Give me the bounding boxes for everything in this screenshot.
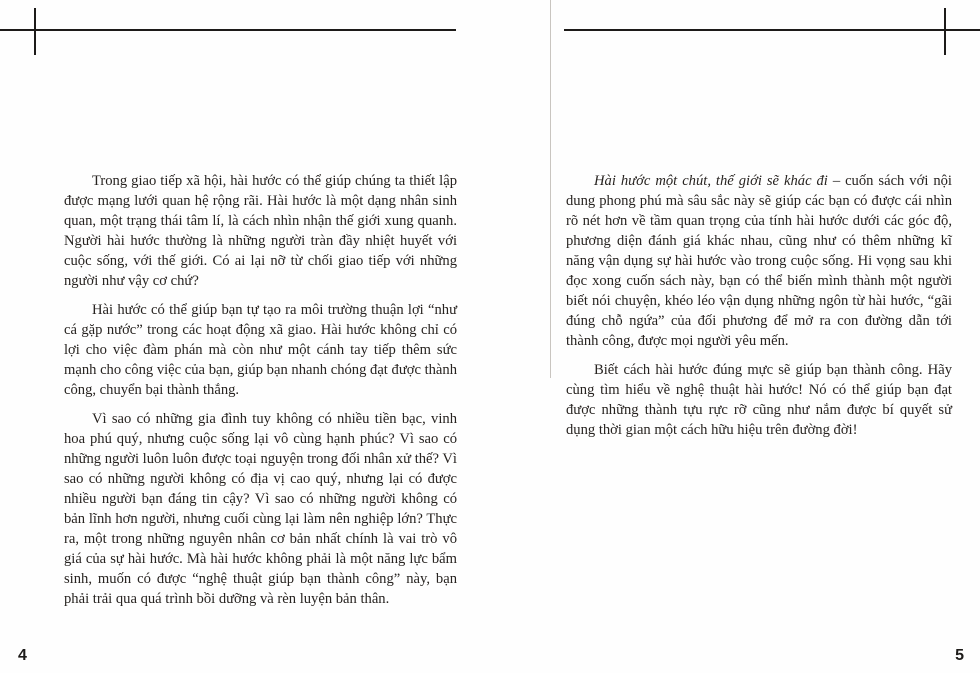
page-number-left: 4 [18,647,27,664]
paragraph [64,409,457,609]
paragraph [64,300,457,400]
top-rule-left [0,29,456,31]
text-segment: Biết cách hài hước đúng mực sẽ giúp bạn thành công. Hãy cùng tìm hiểu về nghệ thuật hài hước! Nó có thể giúp bạn đạt được những thành tựu rực rỡ cũng như nắm được bí quyết sử dụng thời gian một cách hữu hiệu trên đường đời! [566,362,952,438]
page-right-text [566,171,952,449]
book-title-phrase: Hài hước một chút, thế giới sẽ khác đi [594,173,828,189]
page-number-right: 5 [955,647,964,664]
top-rule-right [564,29,980,31]
center-fold-line [550,0,551,378]
margin-tick-left [34,8,36,55]
page-left-text [64,171,457,618]
paragraph [566,171,952,351]
margin-tick-right [944,8,946,55]
paragraph [566,360,952,440]
text-segment: Vì sao có những gia đình tuy không có nhiều tiền bạc, vinh hoa phú quý, nhưng cuộc sống lại vô cùng hạnh phúc? Vì sao có những người luôn luôn được toại nguyện trong đối nhân xử thế? Vì sao có những người không có địa vị cao quý, nhưng lại có được nhiều người bạn đáng tin cậy? Vì sao có những người không có bản lĩnh hơn người, nhưng cuối cùng lại làm nên nghiệp lớn? Thực ra, một trong những nguyên nhân cơ bản nhất chính là vai trò vô giá của sự hài hước. Mà hài hước không phải là một năng lực bẩm sinh, muốn có được “nghệ thuật giúp bạn thành công” này, bạn phải trải qua quá trình bồi dưỡng và rèn luyện bản thân. [64,411,457,607]
text-segment: Trong giao tiếp xã hội, hài hước có thể giúp chúng ta thiết lập được mạng lưới quan hệ rộng rãi. Hài hước là một dạng nhân sinh quan, một trạng thái tâm lí, là cách nhìn nhận thế giới xung quanh. Người hài hước thường là những người tràn đầy nhiệt huyết với cuộc sống, với thế giới. Có ai lại nỡ từ chối giao tiếp với những người như vậy cơ chứ? [64,173,457,289]
text-segment: – cuốn sách với nội dung phong phú mà sâu sắc này sẽ giúp các bạn có được cái nhìn rõ nét hơn về tầm quan trọng của tính hài hước dưới các góc độ, phương diện đánh giá khác nhau, cũng như có thêm những kĩ năng vận dụng sự hài hước vào trong cuộc sống. Hi vọng sau khi đọc xong cuốn sách này, bạn có thể biến mình thành một người biết nói chuyện, khéo léo vận dụng những ngôn từ hài hước, “gãi đúng chỗ ngứa” của đối phương để mở ra con đường dẫn tới thành công, được mọi người yêu mến. [566,173,952,349]
paragraph [64,171,457,291]
text-segment: Hài hước có thể giúp bạn tự tạo ra môi trường thuận lợi “như cá gặp nước” trong các hoạt động xã giao. Hài hước không chỉ có lợi cho việc đàm phán mà còn như một cánh tay tiếp thêm sức mạnh cho công việc của bạn, giúp bạn nhanh chóng đạt được thành công, chuyển bại thành thắng. [64,302,457,398]
